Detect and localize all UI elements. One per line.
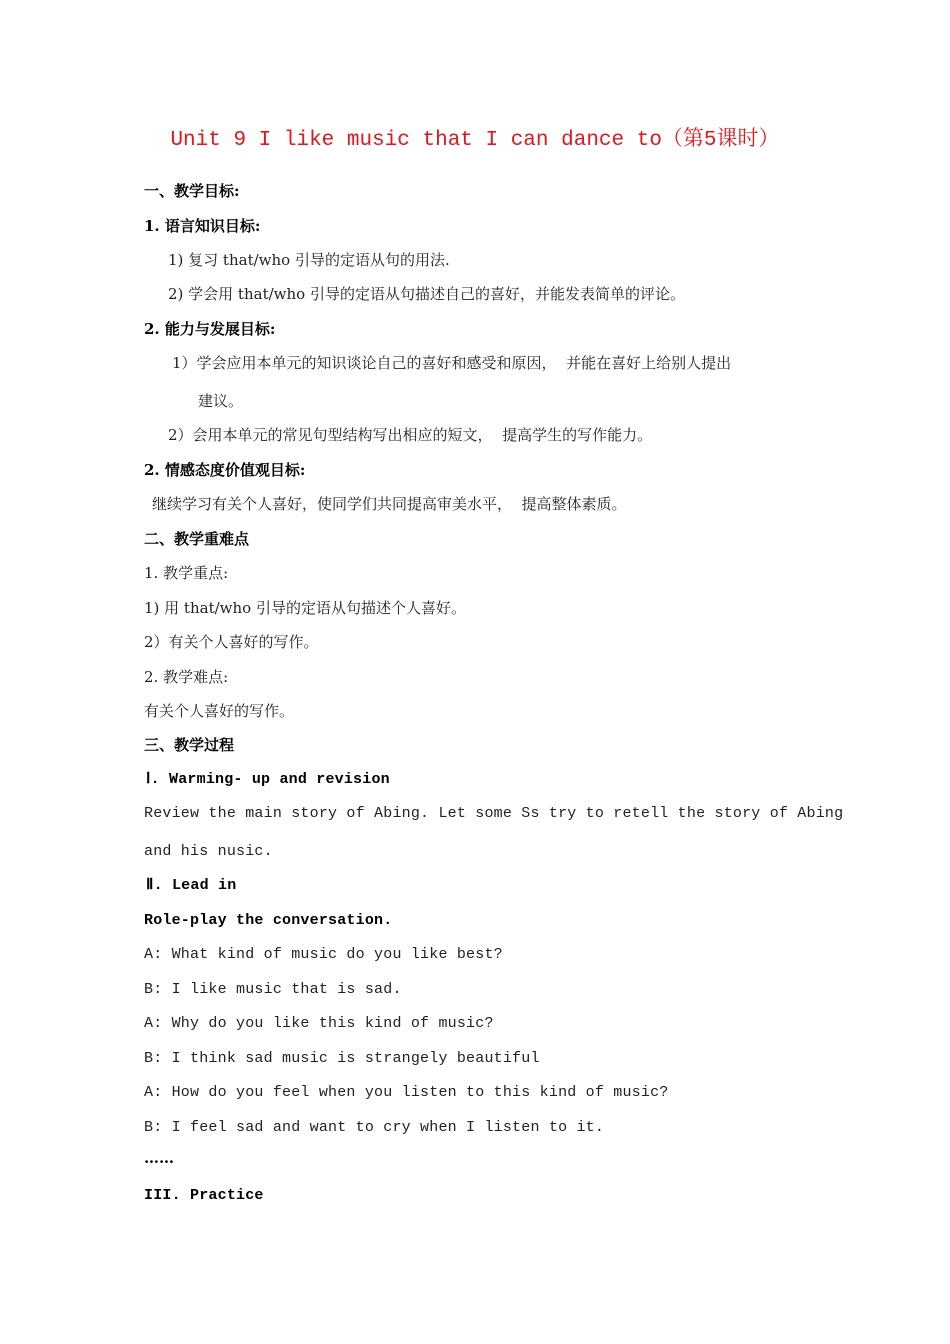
- dialogue-line: A: Why do you like this kind of music?: [144, 1015, 494, 1032]
- subsection-heading: 1. 教学重点:: [144, 564, 229, 582]
- dialogue-line: B: I think sad music is strangely beautiful: [144, 1050, 540, 1067]
- ellipsis: ……: [144, 1149, 174, 1167]
- paragraph: and his nusic.: [144, 843, 273, 860]
- section-heading: 一、教学目标:: [144, 182, 240, 200]
- step-heading: III. Practice: [144, 1187, 264, 1204]
- paragraph: 继续学习有关个人喜好，使同学们共同提高审美水平， 提高整体素质。: [152, 495, 627, 513]
- subsection-heading: 2. 能力与发展目标:: [144, 320, 276, 338]
- paragraph: Role-play the conversation.: [144, 912, 393, 929]
- subsection-heading: 1. 语言知识目标:: [144, 217, 261, 235]
- dialogue-line: A: What kind of music do you like best?: [144, 946, 503, 963]
- paragraph: Review the main story of Abing. Let some Ss try to retell the story of Abing: [144, 805, 844, 822]
- paragraph: 有关个人喜好的写作。: [144, 702, 295, 720]
- section-heading: 三、教学过程: [144, 736, 235, 754]
- dialogue-line: B: I like music that is sad.: [144, 981, 402, 998]
- list-item-continuation: 建议。: [198, 392, 244, 410]
- subsection-heading: 2. 教学难点:: [144, 668, 229, 686]
- list-item: 2) 学会用 that/who 引导的定语从句描述自己的喜好，并能发表简单的评论。: [168, 285, 685, 303]
- list-item: 2）会用本单元的常见句型结构写出相应的短文， 提高学生的写作能力。: [168, 426, 653, 444]
- dialogue-line: B: I feel sad and want to cry when I listen to it.: [144, 1119, 605, 1136]
- list-item: 1) 复习 that/who 引导的定语从句的用法.: [168, 251, 450, 269]
- dialogue-line: A: How do you feel when you listen to this kind of music?: [144, 1084, 669, 1101]
- list-item: 1）学会应用本单元的知识谈论自己的喜好和感受和原因， 并能在喜好上给别人提出: [172, 354, 732, 372]
- step-heading: Ⅰ. Warming- up and revision: [146, 771, 390, 788]
- subsection-heading: 2. 情感态度价值观目标:: [144, 461, 306, 479]
- step-heading: Ⅱ. Lead in: [146, 877, 237, 894]
- list-item: 2）有关个人喜好的写作。: [144, 633, 319, 651]
- list-item: 1) 用 that/who 引导的定语从句描述个人喜好。: [144, 599, 466, 617]
- document-title: Unit 9 I like music that I can dance to（第5课时）: [170, 129, 780, 152]
- section-heading: 二、教学重难点: [144, 530, 250, 548]
